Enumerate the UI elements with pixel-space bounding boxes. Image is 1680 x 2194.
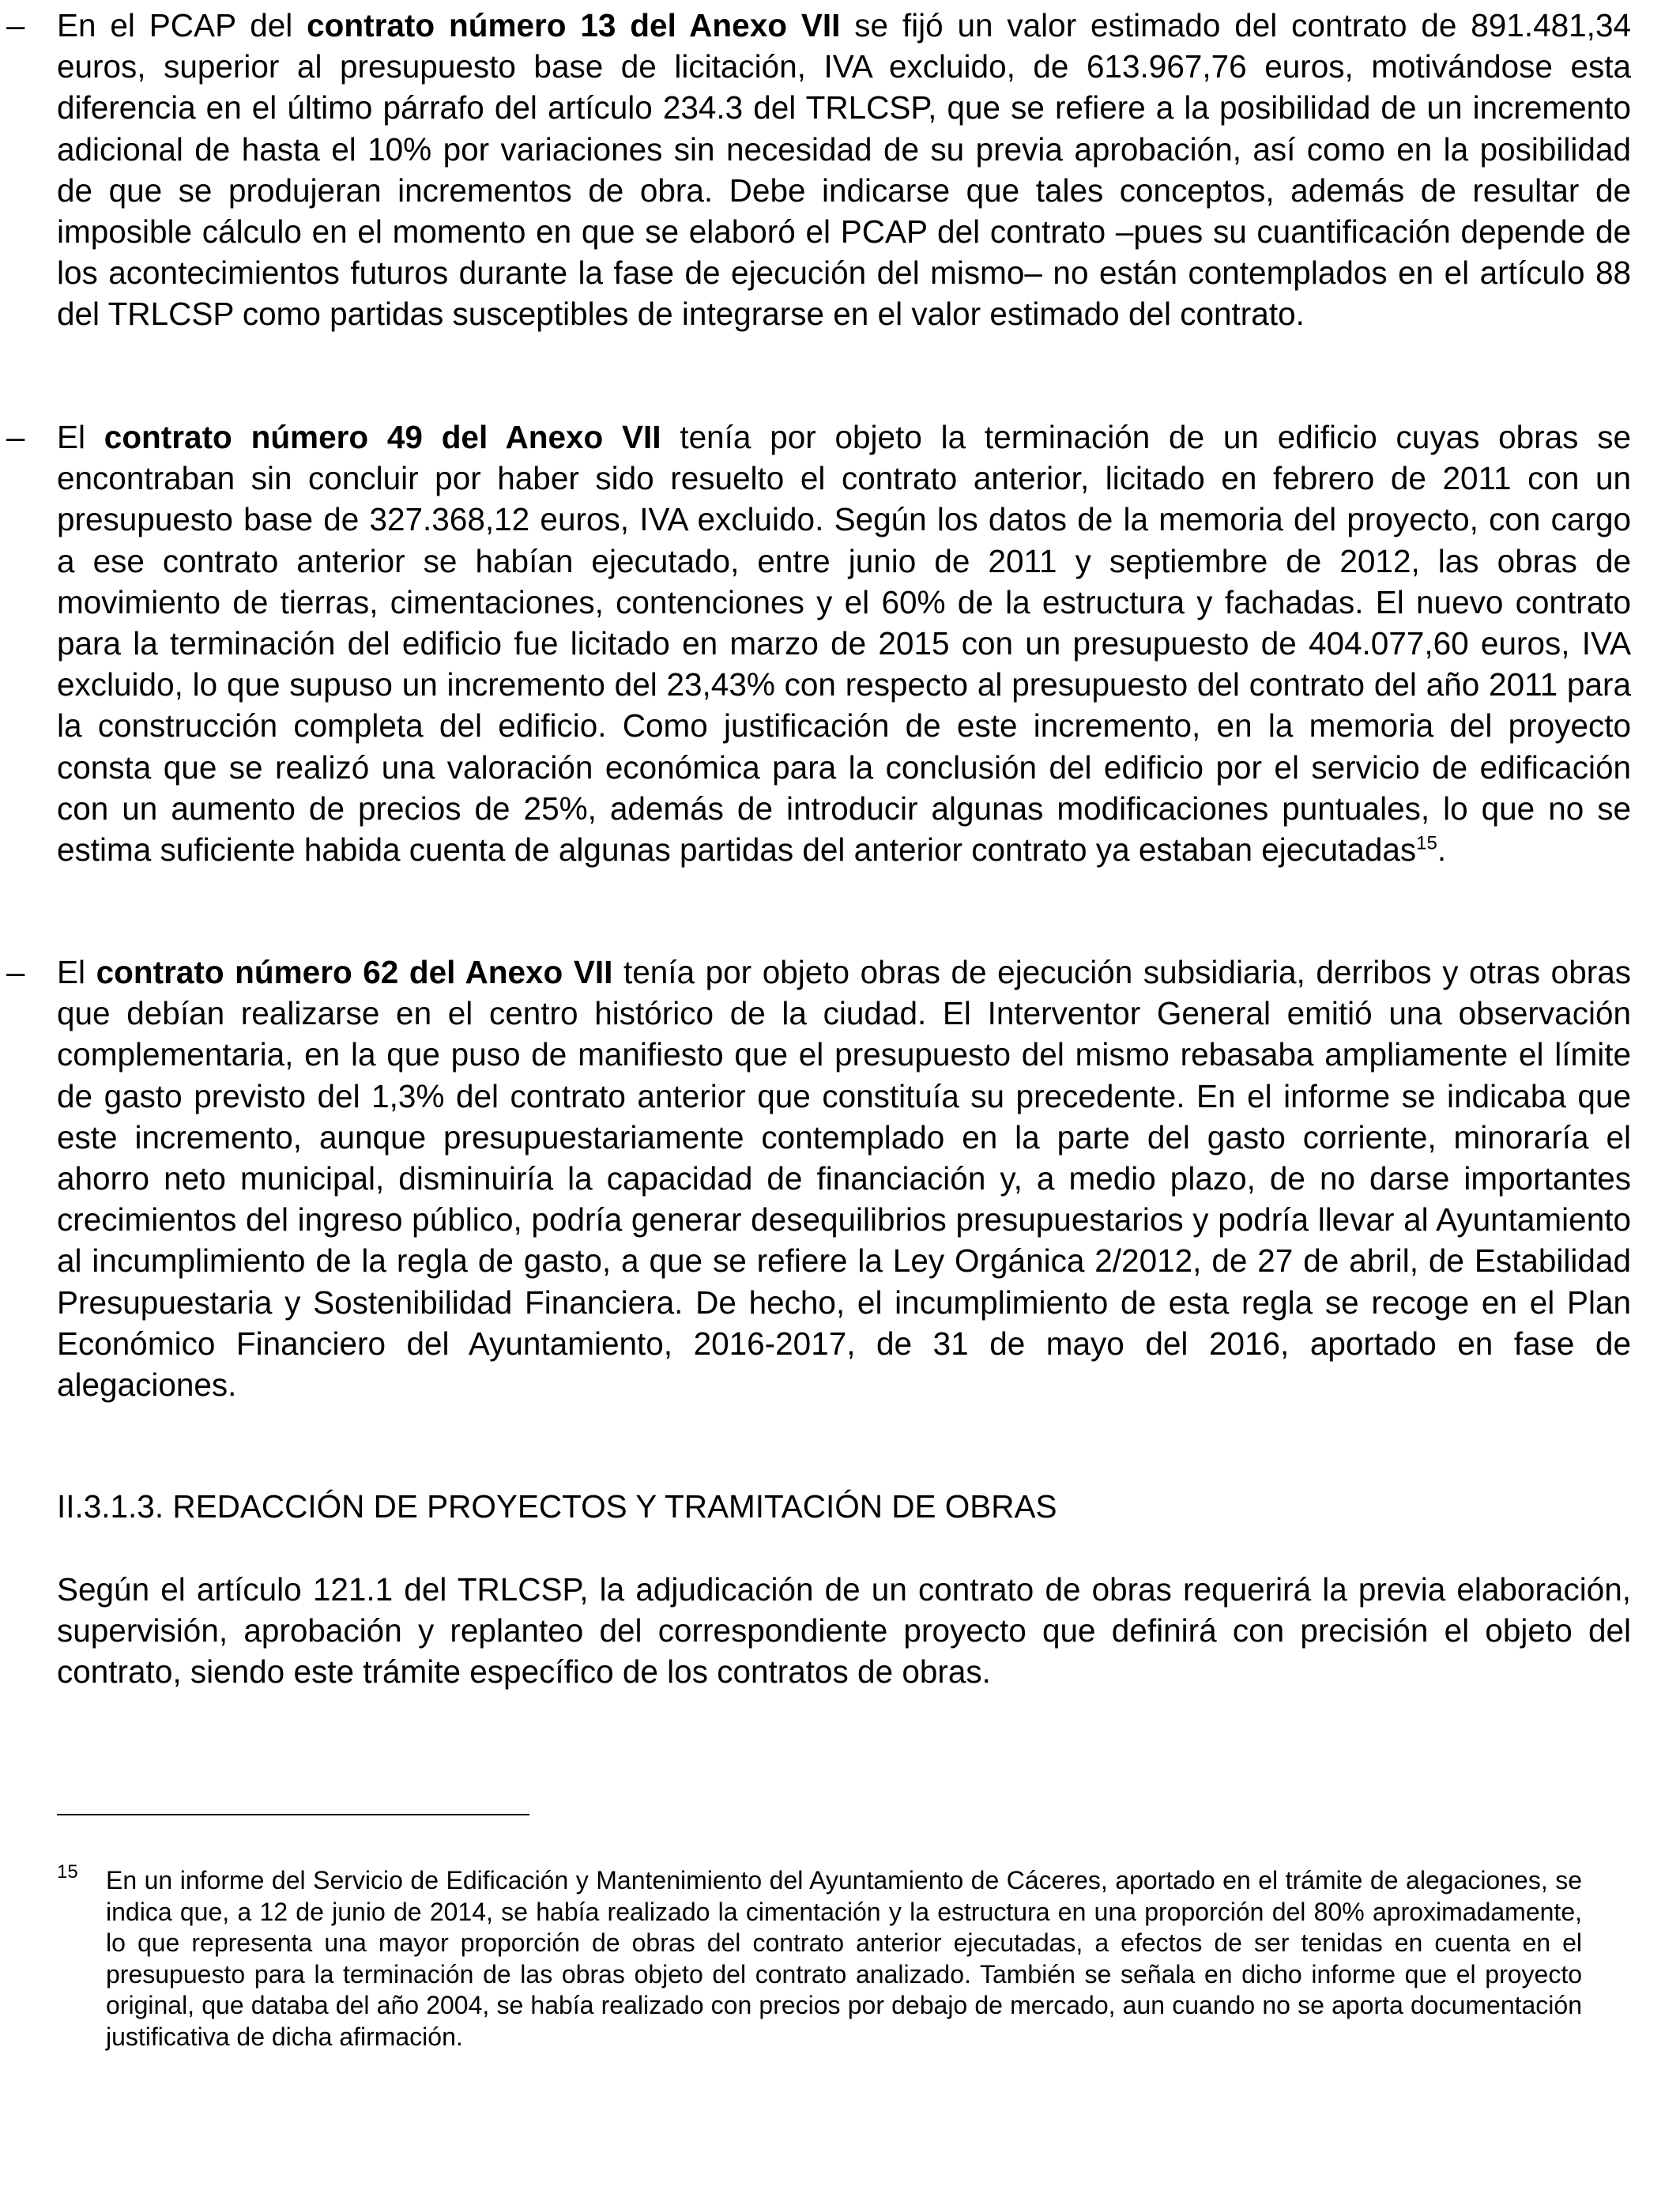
bullet-lead: El [57, 419, 104, 455]
bullet-rest: tenía por objeto la terminación de un edificio cuyas obras se encontraban sin concluir por haber sido resuelto el contrato anterior, licitado en febrero de 2011 con un presupuesto base de 327.368,12 euros, IVA excluido. Según los datos de la memoria del proyecto, con cargo a ese contrato anterior se habían ejecutado, entre junio de 2011 y septiembre de 2012, las obras de movimiento de tierras, cimentaciones, contenciones y el 60% de la estructura y fachadas. El nuevo contrato para la terminación del edificio fue licitado en marzo de 2015 con un presupuesto de 404.077,60 euros, IVA excluido, lo que supuso un incremento del 23,43% con respecto al presupuesto del contrato del año 2011 para la construcción completa del edificio. Como justificación de este incremento, en la memoria del proyecto consta que se realizó una valoración económica para la conclusión del edificio por el servicio de edificación con un aumento de precios de 25%, además de introducir algunas modificaciones puntuales, lo que no se estima suficiente habida cuenta de algunas partidas del anterior contrato ya estaban ejecutadas [57, 419, 1631, 869]
bullet-lead: En el PCAP del [57, 7, 307, 43]
bullet-paragraph [57, 417, 1631, 870]
bullet-bold-ref: contrato número 62 del Anexo VII [96, 954, 613, 990]
section-heading: II.3.1.3. REDACCIÓN DE PROYECTOS Y TRAMITACIÓN DE OBRAS [57, 1488, 1057, 1525]
bullet-rest: se fijó un valor estimado del contrato de 891.481,34 euros, superior al presupuesto base de licitación, IVA excluido, de 613.967,76 euros, motivándose esta diferencia en el último párrafo del artículo 234.3 del TRLCSP, que se refiere a la posibilidad de un incremento adicional de hasta el 10% por variaciones sin necesidad de su previa aprobación, así como en la posibilidad de que se produjeran incrementos de obra. Debe indicarse que tales conceptos, además de resultar de imposible cálculo en el momento en que se elaboró el PCAP del contrato –pues su cuantificación depende de los acontecimientos futuros durante la fase de ejecución del mismo– no están contemplados en el artículo 88 del TRLCSP como partidas susceptibles de integrarse en el valor estimado del contrato. [57, 7, 1631, 333]
footnote-mark: 15 [57, 1861, 78, 1883]
dash-bullet: – [6, 418, 25, 455]
bullet-lead: El [57, 954, 96, 990]
bullet-bold-ref: contrato número 49 del Anexo VII [104, 419, 661, 455]
footnote-ref[interactable]: 15 [1416, 832, 1437, 854]
bullet-rest: tenía por objeto obras de ejecución subsidiaria, derribos y otras obras que debían realizarse en el centro histórico de la ciudad. El Interventor General emitió una observación complementaria, en la que puso de manifiesto que el presupuesto del mismo rebasaba ampliamente el límite de gasto previsto del 1,3% del contrato anterior que constituía su precedente. En el informe se indicaba que este incremento, aunque presupuestariamente contemplado en la parte del gasto corriente, minoraría el ahorro neto municipal, disminuiría la capacidad de financiación y, a medio plazo, de no darse importantes crecimientos del ingreso público, podría generar desequilibrios presupuestarios y podría llevar al Ayuntamiento al incumplimiento de la regla de gasto, a que se refiere la Ley Orgánica 2/2012, de 27 de abril, de Estabilidad Presupuestaria y Sostenibilidad Financiera. De hecho, el incumplimiento de esta regla se recoge en el Plan Económico Financiero del Ayuntamiento, 2016-2017, de 31 de mayo del 2016, aportado en fase de alegaciones. [57, 954, 1631, 1404]
section-paragraph: Según el artículo 121.1 del TRLCSP, la adjudicación de un contrato de obras requerirá la previa elaboración, supervisión, aprobación y replanteo del correspondiente proyecto que definirá con precisión el objeto del contrato, siendo este trámite específico de los contratos de obras. [57, 1571, 1631, 1691]
bullet-paragraph [57, 5, 1631, 335]
footnote-separator [57, 1814, 529, 1815]
bullet-bold-ref: contrato número 13 del Anexo VII [307, 7, 841, 43]
bullet-tail: . [1437, 831, 1447, 869]
dash-bullet: – [6, 6, 25, 43]
footnote-text: En un informe del Servicio de Edificación y Mantenimiento del Ayuntamiento de Cáceres, aportado en el trámite de alegaciones, se indica que, a 12 de junio de 2014, se había realizado la cimentación y la estructura en una proporción del 80% aproximadamente, lo que representa una mayor proporción de obras del contrato anterior ejecutadas, a efectos de ser tenidas en cuenta en el presupuesto para la terminación de las obras objeto del contrato analizado. También se señala en dicho informe que el proyecto original, que databa del año 2004, se había realizado con precios por debajo de mercado, aun cuando no se aporta documentación justificativa de dicha afirmación. [106, 1866, 1582, 2051]
dash-bullet: – [6, 953, 25, 990]
bullet-paragraph [57, 952, 1631, 1405]
